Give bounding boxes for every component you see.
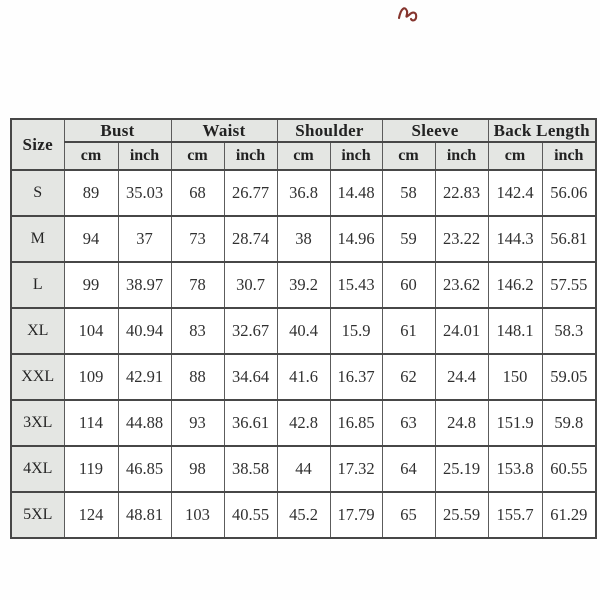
table-cell: 35.03 — [118, 170, 171, 216]
table-cell: 26.77 — [224, 170, 277, 216]
table-cell: 45.2 — [277, 492, 330, 538]
row-label-l: L — [11, 262, 64, 308]
table-row — [11, 492, 596, 538]
table-cell: 16.37 — [330, 354, 382, 400]
table-cell: 38.97 — [118, 262, 171, 308]
table-cell: 146.2 — [488, 262, 542, 308]
table-row — [11, 308, 596, 354]
table-cell: 61 — [382, 308, 435, 354]
header-units-row — [11, 142, 596, 170]
table-row — [11, 170, 596, 216]
row-label-xl: XL — [11, 308, 64, 354]
table-cell: 32.67 — [224, 308, 277, 354]
table-row — [11, 262, 596, 308]
table-cell: 40.4 — [277, 308, 330, 354]
table-cell: 88 — [171, 354, 224, 400]
row-label-m: M — [11, 216, 64, 262]
table-cell: 144.3 — [488, 216, 542, 262]
table-cell: 44 — [277, 446, 330, 492]
table-cell: 36.61 — [224, 400, 277, 446]
unit-header-waist-inch: inch — [224, 142, 277, 170]
table-row — [11, 354, 596, 400]
unit-header-sleeve-inch: inch — [435, 142, 488, 170]
table-row — [11, 446, 596, 492]
table-cell: 155.7 — [488, 492, 542, 538]
col-header-back-length: Back Length — [488, 119, 596, 142]
table-cell: 22.83 — [435, 170, 488, 216]
table-cell: 46.85 — [118, 446, 171, 492]
table-cell: 114 — [64, 400, 118, 446]
unit-header-bust-cm: cm — [64, 142, 118, 170]
table-cell: 83 — [171, 308, 224, 354]
header-group-row — [11, 119, 596, 142]
col-header-sleeve: Sleeve — [382, 119, 488, 142]
table-cell: 14.48 — [330, 170, 382, 216]
row-label-3xl: 3XL — [11, 400, 64, 446]
unit-header-shoulder-cm: cm — [277, 142, 330, 170]
table-cell: 42.91 — [118, 354, 171, 400]
unit-header-waist-cm: cm — [171, 142, 224, 170]
table-cell: 103 — [171, 492, 224, 538]
table-cell: 41.6 — [277, 354, 330, 400]
table-cell: 109 — [64, 354, 118, 400]
table-cell: 24.4 — [435, 354, 488, 400]
col-header-size: Size — [11, 119, 64, 170]
table-cell: 94 — [64, 216, 118, 262]
table-cell: 30.7 — [224, 262, 277, 308]
unit-header-bust-inch: inch — [118, 142, 171, 170]
table-cell: 58.3 — [542, 308, 596, 354]
table-row — [11, 400, 596, 446]
table-cell: 15.43 — [330, 262, 382, 308]
table-cell: 15.9 — [330, 308, 382, 354]
table-cell: 104 — [64, 308, 118, 354]
table-cell: 89 — [64, 170, 118, 216]
table-cell: 42.8 — [277, 400, 330, 446]
table-cell: 93 — [171, 400, 224, 446]
table-cell: 40.55 — [224, 492, 277, 538]
table-cell: 63 — [382, 400, 435, 446]
table-cell: 142.4 — [488, 170, 542, 216]
table-cell: 39.2 — [277, 262, 330, 308]
table-cell: 28.74 — [224, 216, 277, 262]
table-cell: 38.58 — [224, 446, 277, 492]
unit-header-back-length-inch: inch — [542, 142, 596, 170]
table-cell: 119 — [64, 446, 118, 492]
table-cell: 62 — [382, 354, 435, 400]
table-cell: 61.29 — [542, 492, 596, 538]
col-header-bust: Bust — [64, 119, 171, 142]
size-chart-table — [10, 118, 597, 539]
row-label-s: S — [11, 170, 64, 216]
col-header-waist: Waist — [171, 119, 277, 142]
table-cell: 60.55 — [542, 446, 596, 492]
table-cell: 17.79 — [330, 492, 382, 538]
table-cell: 153.8 — [488, 446, 542, 492]
red-scribble-icon — [396, 3, 422, 25]
table-cell: 24.8 — [435, 400, 488, 446]
table-cell: 44.88 — [118, 400, 171, 446]
table-cell: 99 — [64, 262, 118, 308]
table-cell: 56.81 — [542, 216, 596, 262]
row-label-4xl: 4XL — [11, 446, 64, 492]
table-cell: 25.19 — [435, 446, 488, 492]
table-cell: 78 — [171, 262, 224, 308]
table-cell: 65 — [382, 492, 435, 538]
table-cell: 59 — [382, 216, 435, 262]
table-cell: 48.81 — [118, 492, 171, 538]
table-cell: 148.1 — [488, 308, 542, 354]
table-cell: 73 — [171, 216, 224, 262]
table-cell: 64 — [382, 446, 435, 492]
table-cell: 36.8 — [277, 170, 330, 216]
table-cell: 17.32 — [330, 446, 382, 492]
table-cell: 23.62 — [435, 262, 488, 308]
table-cell: 58 — [382, 170, 435, 216]
unit-header-back-length-cm: cm — [488, 142, 542, 170]
table-cell: 68 — [171, 170, 224, 216]
table-cell: 34.64 — [224, 354, 277, 400]
row-label-5xl: 5XL — [11, 492, 64, 538]
table-cell: 23.22 — [435, 216, 488, 262]
table-cell: 98 — [171, 446, 224, 492]
table-cell: 38 — [277, 216, 330, 262]
table-cell: 16.85 — [330, 400, 382, 446]
table-cell: 37 — [118, 216, 171, 262]
unit-header-shoulder-inch: inch — [330, 142, 382, 170]
table-cell: 59.05 — [542, 354, 596, 400]
table-cell: 124 — [64, 492, 118, 538]
unit-header-sleeve-cm: cm — [382, 142, 435, 170]
table-cell: 150 — [488, 354, 542, 400]
table-cell: 57.55 — [542, 262, 596, 308]
table-cell: 24.01 — [435, 308, 488, 354]
row-label-xxl: XXL — [11, 354, 64, 400]
table-cell: 25.59 — [435, 492, 488, 538]
table-row — [11, 216, 596, 262]
table-cell: 14.96 — [330, 216, 382, 262]
table-cell: 151.9 — [488, 400, 542, 446]
col-header-shoulder: Shoulder — [277, 119, 382, 142]
table-cell: 56.06 — [542, 170, 596, 216]
table-cell: 60 — [382, 262, 435, 308]
table-cell: 40.94 — [118, 308, 171, 354]
table-cell: 59.8 — [542, 400, 596, 446]
